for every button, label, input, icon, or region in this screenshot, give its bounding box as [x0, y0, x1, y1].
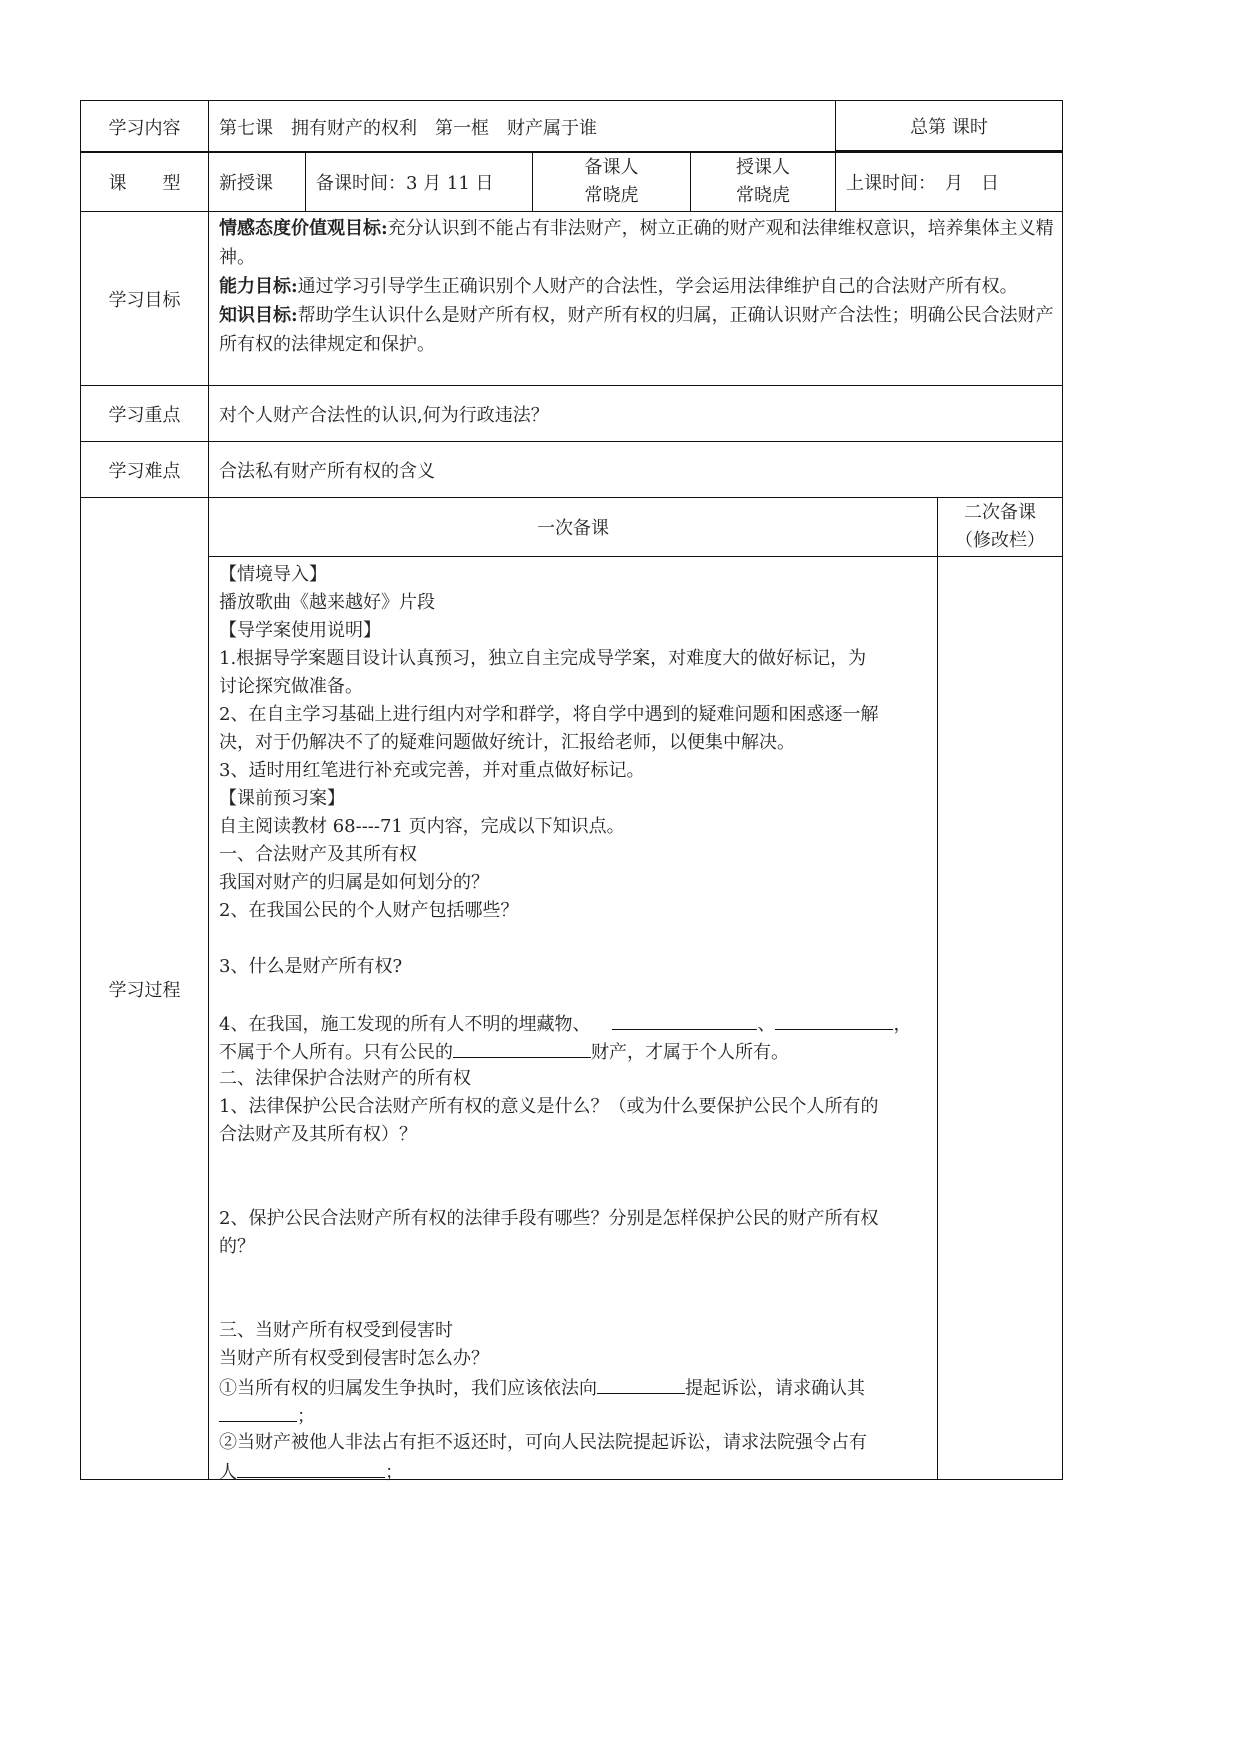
text: ①当所有权的归属发生争执时，我们应该依法向 — [219, 1378, 597, 1399]
text: 提起诉讼，请求确认其 — [685, 1378, 865, 1399]
first-prep-header: 一次备课 — [208, 497, 938, 557]
text-line: 2、在自主学习基础上进行组内对学和群学，将自学中遇到的疑难问题和困惑逐一解 — [219, 704, 879, 725]
preparer-cell — [532, 151, 691, 212]
label-content: 学习内容 — [80, 100, 209, 153]
lesson-title: 第七课 拥有财产的权利 第一框 财产属于谁 — [208, 100, 836, 153]
remedy-2-line-2 — [219, 1457, 929, 1485]
text: 4、在我国，施工发现的所有人不明的埋藏物、 — [219, 1014, 591, 1035]
question: 当财产所有权受到侵害时怎么办？ — [219, 1348, 489, 1369]
text-line: 播放歌曲《越来越好》片段 — [219, 592, 435, 613]
text-line: 二、法律保护合法财产的所有权 — [219, 1068, 471, 1089]
goal-emotion — [219, 214, 1054, 272]
remedy-1-line-1 — [219, 1373, 929, 1401]
text-line: 1.根据导学案题目设计认真预习，独立自主完成导学案，对难度大的做好标记，为 — [219, 648, 867, 669]
question: 2、在我国公民的个人财产包括哪些？ — [219, 900, 519, 921]
goal-knowledge — [219, 301, 1054, 359]
section-heading: 【导学案使用说明】 — [219, 620, 381, 641]
section-heading: 【情境导入】 — [219, 564, 327, 585]
first-prep-content — [208, 556, 938, 1483]
preparer-name: 常晓虎 — [584, 185, 639, 206]
question: 合法财产及其所有权）？ — [219, 1124, 417, 1145]
fill-blank[interactable] — [237, 1457, 385, 1478]
fill-blank[interactable] — [775, 1009, 893, 1030]
text-line: 讨论探究做准备。 — [219, 676, 363, 697]
fill-blank[interactable] — [453, 1037, 591, 1058]
label-difficulty: 学习难点 — [80, 441, 209, 498]
label-key: 学习重点 — [80, 385, 209, 442]
goal-title: 能力目标: — [219, 276, 298, 297]
text-line: 一、合法财产及其所有权 — [219, 844, 417, 865]
second-prep-header — [937, 497, 1063, 557]
goal-text: 帮助学生认识什么是财产所有权，财产所有权的归属，正确认识财产合法性；明确公民合法财产所有权的法律规定和保护。 — [219, 305, 1054, 355]
remedy-1-line-2 — [219, 1401, 929, 1429]
label-process: 学习过程 — [80, 497, 209, 1480]
prep-time: 备课时间：3 月 11 日 — [305, 151, 533, 212]
goal-title: 知识目标: — [219, 305, 298, 326]
goal-text: 充分认识到不能占有非法财产，树立正确的财产观和法律维权意识，培养集体主义精神。 — [219, 218, 1054, 268]
text-line: 3、适时用红笔进行补充或完善，并对重点做好标记。 — [219, 760, 645, 781]
teacher-name: 常晓虎 — [736, 185, 790, 206]
difficulty-point: 合法私有财产所有权的含义 — [208, 441, 1063, 498]
fill-blank[interactable] — [219, 1401, 297, 1422]
text: ； — [385, 1462, 403, 1483]
preparer-label: 备课人 — [584, 157, 639, 178]
question: 1、法律保护公民合法财产所有权的意义是什么？（或为什么要保护公民个人所有的 — [219, 1096, 879, 1117]
question-4-line-2 — [219, 1037, 929, 1065]
text: 不属于个人所有。只有公民的 — [219, 1042, 453, 1063]
lesson-type: 新授课 — [208, 151, 306, 212]
text-line: ②当财产被他人非法占有拒不返还时，可向人民法院提起诉讼，请求法院强令占有 — [219, 1432, 867, 1453]
label-goals: 学习目标 — [80, 211, 209, 386]
text-line: 三、当财产所有权受到侵害时 — [219, 1320, 453, 1341]
goals-cell — [208, 211, 1063, 386]
fill-blank[interactable] — [612, 1009, 757, 1030]
text: ； — [297, 1406, 315, 1427]
question: 3、什么是财产所有权? — [219, 956, 403, 977]
period-count: 总第 课时 — [835, 100, 1063, 153]
text: 、 — [757, 1014, 776, 1035]
class-time: 上课时间： 月 日 — [835, 151, 1063, 212]
second-prep-title: 二次备课 — [964, 502, 1036, 523]
teacher-cell — [690, 151, 836, 212]
key-point: 对个人财产合法性的认识,何为行政违法？ — [208, 385, 1063, 442]
section-heading: 【课前预习案】 — [219, 788, 345, 809]
question: 2、保护公民合法财产所有权的法律手段有哪些？分别是怎样保护公民的财产所有权 — [219, 1208, 879, 1229]
question: 的？ — [219, 1236, 255, 1257]
question-4-line-1 — [219, 1009, 929, 1037]
text-line: 决，对于仍解决不了的疑难问题做好统计，汇报给老师，以便集中解决。 — [219, 732, 795, 753]
second-prep-content[interactable] — [937, 556, 1063, 1480]
goal-ability — [219, 272, 1054, 301]
goal-title: 情感态度价值观目标: — [219, 218, 388, 239]
text: 财产，才属于个人所有。 — [591, 1042, 789, 1063]
fill-blank[interactable] — [597, 1373, 685, 1394]
text: ， — [893, 1014, 912, 1035]
question: 我国对财产的归属是如何划分的？ — [219, 872, 489, 893]
goal-text: 通过学习引导学生正确识别个人财产的合法性，学会运用法律维护自己的合法财产所有权。 — [297, 276, 1018, 297]
second-prep-subtitle: （修改栏） — [955, 530, 1045, 551]
label-type: 课 型 — [80, 151, 209, 212]
text: 人 — [219, 1462, 237, 1483]
text-line: 自主阅读教材 68----71 页内容，完成以下知识点。 — [219, 816, 625, 837]
teacher-label: 授课人 — [736, 157, 790, 178]
